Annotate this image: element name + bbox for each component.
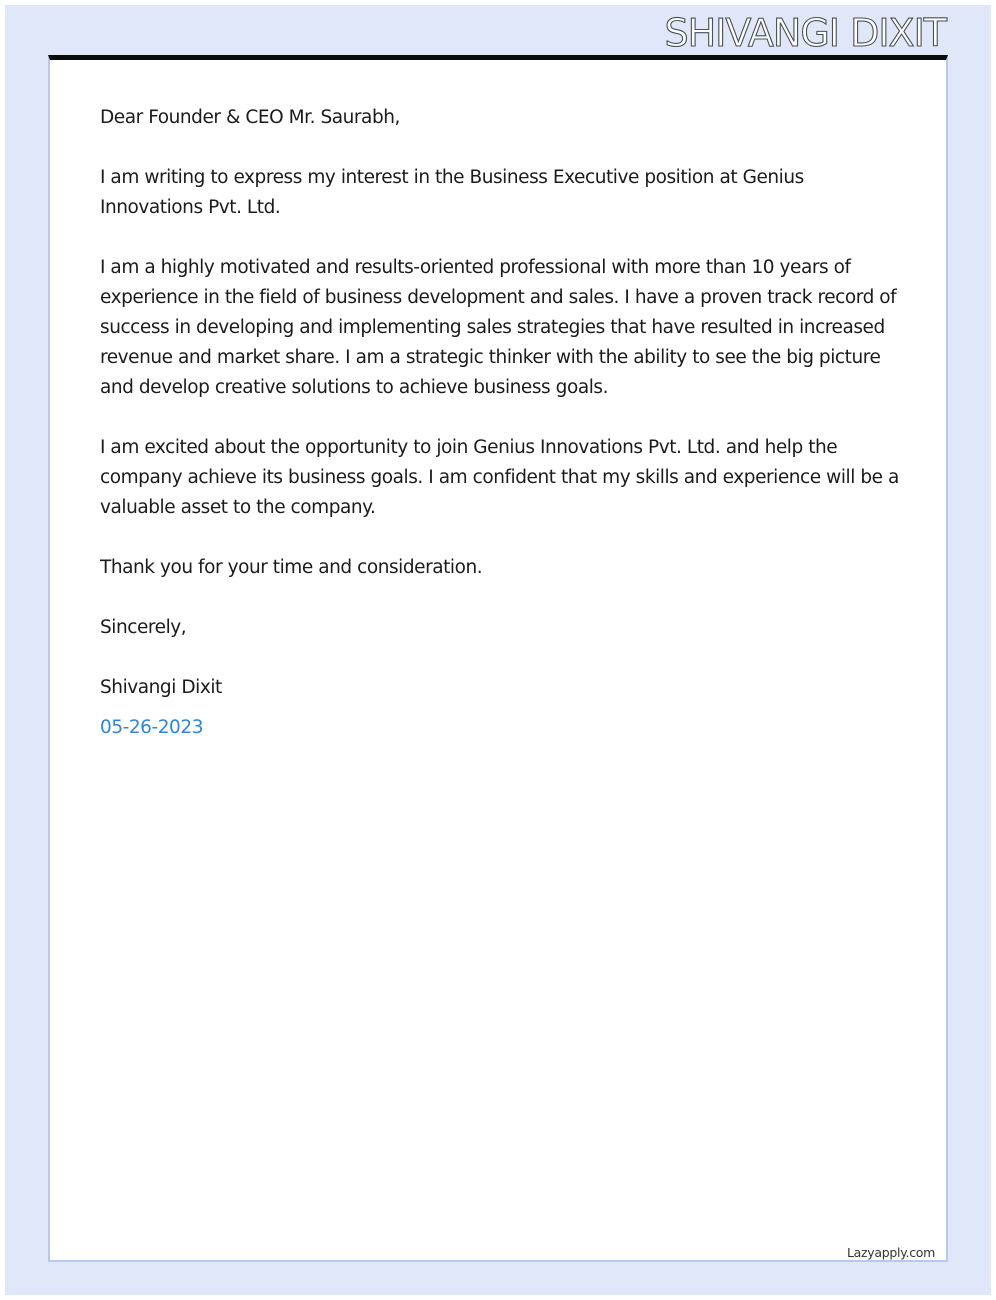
salutation: Dear Founder & CEO Mr. Saurabh, [100, 107, 400, 128]
letter-date: 05-26-2023 [100, 717, 204, 738]
header-name: SHIVANGI DIXIT [664, 11, 946, 55]
letter-paragraph: I am excited about the opportunity to join Genius Innovations Pvt. Ltd. and help the company achieve its business goals. I am confident that my skills and experience will be a valuable asset to the company. [100, 437, 899, 518]
signature-name: Shivangi Dixit [100, 677, 222, 698]
letter-sheet [48, 55, 948, 1262]
letter-paragraph: I am writing to express my interest in the Business Executive position at Genius Innovations Pvt. Ltd. [100, 167, 804, 218]
closing: Sincerely, [100, 617, 187, 638]
letter-paragraph: Thank you for your time and consideration. [100, 557, 483, 578]
letter-body [100, 103, 900, 743]
footer-brand: Lazyapply.com [847, 1245, 935, 1260]
letter-paragraph: I am a highly motivated and results-oriented professional with more than 10 years of experience in the field of business development and sales. I have a proven track record of success in developing and implementing sales strategies that have resulted in increased revenue and market share. I am a strategic thinker with the ability to see the big picture and develop creative solutions to achieve business goals. [100, 257, 897, 398]
